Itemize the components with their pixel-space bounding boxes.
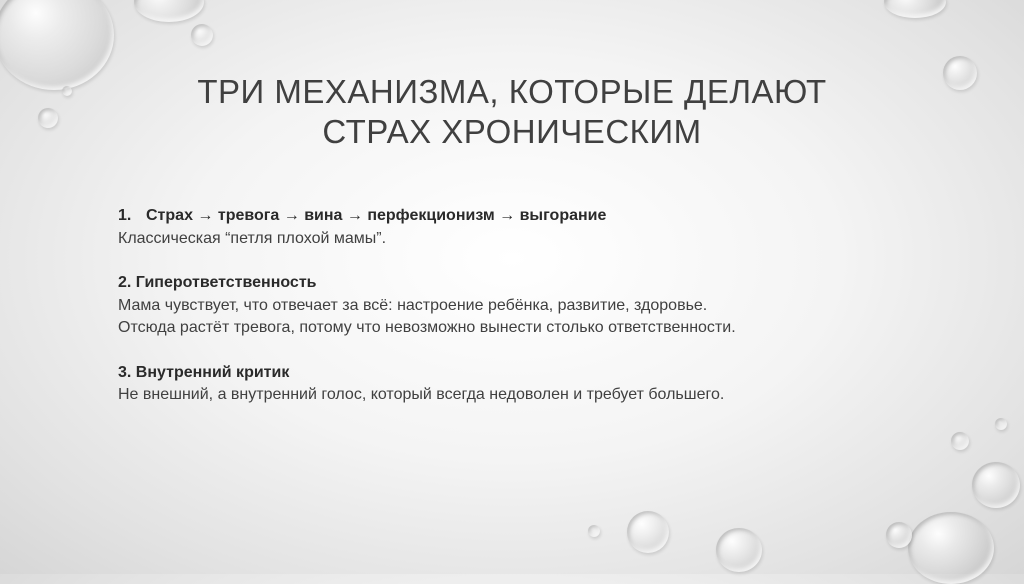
water-drop-decoration [884, 0, 946, 18]
slide-title-line: СТРАХ ХРОНИЧЕСКИМ [322, 113, 702, 150]
water-drop-decoration [627, 511, 669, 553]
water-drop-decoration [943, 56, 977, 90]
list-item [118, 205, 898, 250]
list-item [118, 272, 898, 340]
water-drop-decoration [716, 528, 762, 572]
item-description: Отсюда растёт тревога, потому что невозможно вынести столько ответственности. [118, 319, 736, 336]
item-heading [118, 205, 898, 228]
slide-title-line: ТРИ МЕХАНИЗМА, КОТОРЫЕ ДЕЛАЮТ [197, 73, 827, 110]
item-number: 1. [118, 207, 132, 224]
list-item [118, 362, 898, 407]
item-description: Классическая “петля плохой мамы”. [118, 229, 387, 247]
water-drop-decoration [62, 86, 72, 96]
item-heading: 3. Внутренний критик [118, 363, 290, 381]
item-description: Мама чувствует, что отвечает за всё: настроение ребёнка, развитие, здоровье. [118, 296, 708, 314]
water-drop-decoration [886, 522, 912, 548]
water-drop-decoration [908, 512, 994, 584]
water-drop-decoration [972, 462, 1020, 508]
water-drop-decoration [191, 24, 213, 46]
water-drop-decoration [588, 525, 600, 537]
water-drop-decoration [951, 432, 969, 450]
water-drop-decoration [995, 418, 1007, 430]
water-drop-decoration [134, 0, 204, 22]
slide-title [150, 72, 874, 152]
water-drop-decoration [38, 108, 58, 128]
item-description: Не внешний, а внутренний голос, который всегда недоволен и требует большего. [118, 386, 725, 403]
item-heading: 2. Гиперответственность [118, 274, 317, 291]
item-heading-text: Страх → тревога → вина → перфекционизм → выгорание [146, 207, 607, 224]
slide-body [118, 205, 898, 407]
water-drop-decoration [0, 0, 114, 90]
